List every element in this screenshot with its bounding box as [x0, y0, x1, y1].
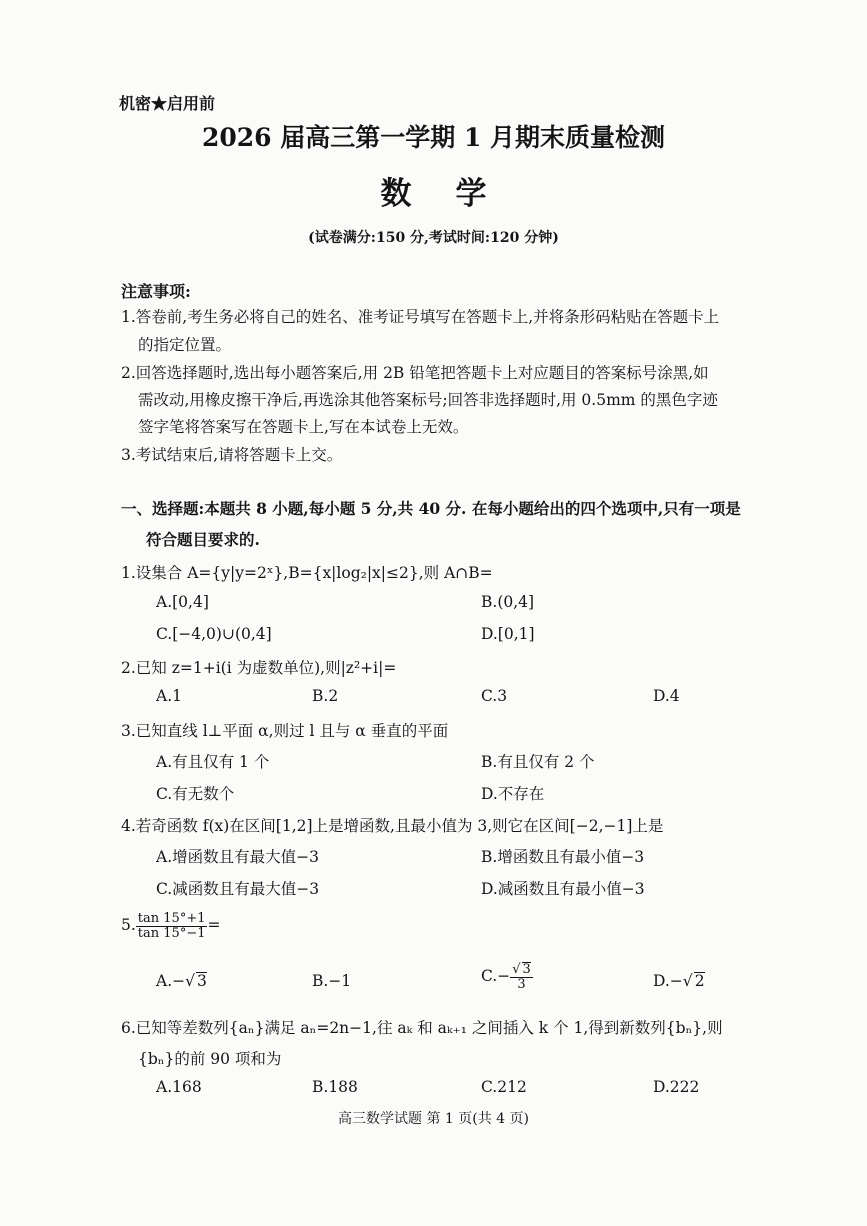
q5-option-c-radicand: 3: [522, 962, 531, 977]
q4-option-c: C.减函数且有最大值−3: [156, 880, 320, 898]
q5-option-c-numerator: √ 3: [512, 962, 531, 977]
note-line: 2.回答选择题时,选出每小题答案后,用 2B 铅笔把答题卡上对应题目的答案标号涂黑,如: [121, 364, 709, 382]
q5-fraction: [136, 912, 208, 940]
section-heading-cont: 符合题目要求的.: [146, 530, 260, 549]
q5-option-c-denominator: 3: [517, 977, 526, 993]
q6-option-c: C.212: [481, 1078, 527, 1096]
q2-option-d: D.4: [653, 687, 680, 705]
question-5-stem: [121, 912, 220, 940]
q5-option-d-prefix: D.−: [653, 972, 683, 990]
q3-option-c: C.有无数个: [156, 785, 235, 803]
subject-title: 数学: [380, 176, 531, 212]
question-2-stem: 2.已知 z=1+i(i 为虚数单位),则|z²+i|=: [121, 659, 397, 677]
q5-option-a-radicand: 3: [197, 972, 207, 990]
q1-option-b: B.(0,4]: [481, 593, 535, 611]
q1-option-a: A.[0,4]: [156, 593, 209, 611]
note-line: 1.答卷前,考生务必将自己的姓名、准考证号填写在答题卡上,并将条形码粘贴在答题卡上: [121, 308, 720, 326]
question-3-stem: 3.已知直线 l⊥平面 α,则过 l 且与 α 垂直的平面: [121, 722, 449, 740]
q5-fraction-numerator: tan 15°+1: [137, 911, 206, 926]
q3-option-b: B.有且仅有 2 个: [481, 753, 595, 771]
q3-option-d: D.不存在: [481, 785, 545, 803]
notes-heading: 注意事项:: [121, 282, 191, 301]
q5-equals: =: [207, 916, 221, 935]
question-4-stem: 4.若奇函数 f(x)在区间[1,2]上是增函数,且最小值为 3,则它在区间[−2,−1]上是: [121, 817, 664, 835]
q5-option-a-prefix: A.−: [156, 972, 186, 990]
question-1-stem: 1.设集合 A={y|y=2ˣ},B={x|log₂|x|≤2},则 A∩B=: [121, 564, 493, 582]
q4-option-b: B.增函数且有最小值−3: [481, 848, 645, 866]
q6-option-a: A.168: [156, 1078, 202, 1096]
page-footer: 高三数学试题 第 1 页(共 4 页): [338, 1111, 529, 1127]
q4-option-d: D.减函数且有最小值−3: [481, 880, 645, 898]
q5-option-b: B.−1: [312, 972, 352, 990]
q5-option-c-prefix: C.−: [481, 966, 511, 985]
note-line: 的指定位置。: [138, 336, 232, 354]
question-6-stem-cont: {bₙ}的前 90 项和为: [138, 1050, 282, 1068]
q2-option-b: B.2: [312, 687, 339, 705]
q5-option-c: [481, 962, 533, 992]
q1-option-c: C.[−4,0)∪(0,4]: [156, 625, 272, 643]
q5-option-c-fraction: [510, 962, 533, 992]
q1-option-d: D.[0,1]: [481, 625, 535, 643]
q2-option-c: C.3: [481, 687, 508, 705]
q3-option-a: A.有且仅有 1 个: [156, 753, 270, 771]
q5-option-d: D.−√ 2: [653, 972, 705, 990]
exam-title: 2026 届高三第一学期 1 月期末质量检测: [201, 123, 666, 152]
section-heading: 一、选择题:本题共 8 小题,每小题 5 分,共 40 分. 在每小题给出的四个选项中,只有一项是: [121, 499, 741, 518]
q6-option-b: B.188: [312, 1078, 358, 1096]
note-line: 3.考试结束后,请将答题卡上交。: [121, 446, 343, 464]
q2-option-a: A.1: [156, 687, 182, 705]
question-6-stem: 6.已知等差数列{aₙ}满足 aₙ=2n−1,往 aₖ 和 aₖ₊₁ 之间插入 k 个 1,得到新数列{bₙ},则: [121, 1019, 723, 1037]
note-line: 需改动,用橡皮擦干净后,再选涂其他答案标号;回答非选择题时,用 0.5mm 的黑色字迹: [138, 391, 718, 409]
q5-number: 5.: [121, 916, 136, 935]
q4-option-a: A.增函数且有最大值−3: [156, 848, 319, 866]
q5-fraction-denominator: tan 15°−1: [137, 925, 206, 941]
q5-option-a: A.−√ 3: [156, 972, 207, 990]
score-time-info: (试卷满分:150 分,考试时间:120 分钟): [308, 230, 559, 246]
q5-option-d-radicand: 2: [694, 972, 705, 990]
q6-option-d: D.222: [653, 1078, 700, 1096]
note-line: 签字笔将答案写在答题卡上,写在本试卷上无效。: [138, 418, 469, 436]
confidential-label: 机密★启用前: [119, 94, 216, 113]
